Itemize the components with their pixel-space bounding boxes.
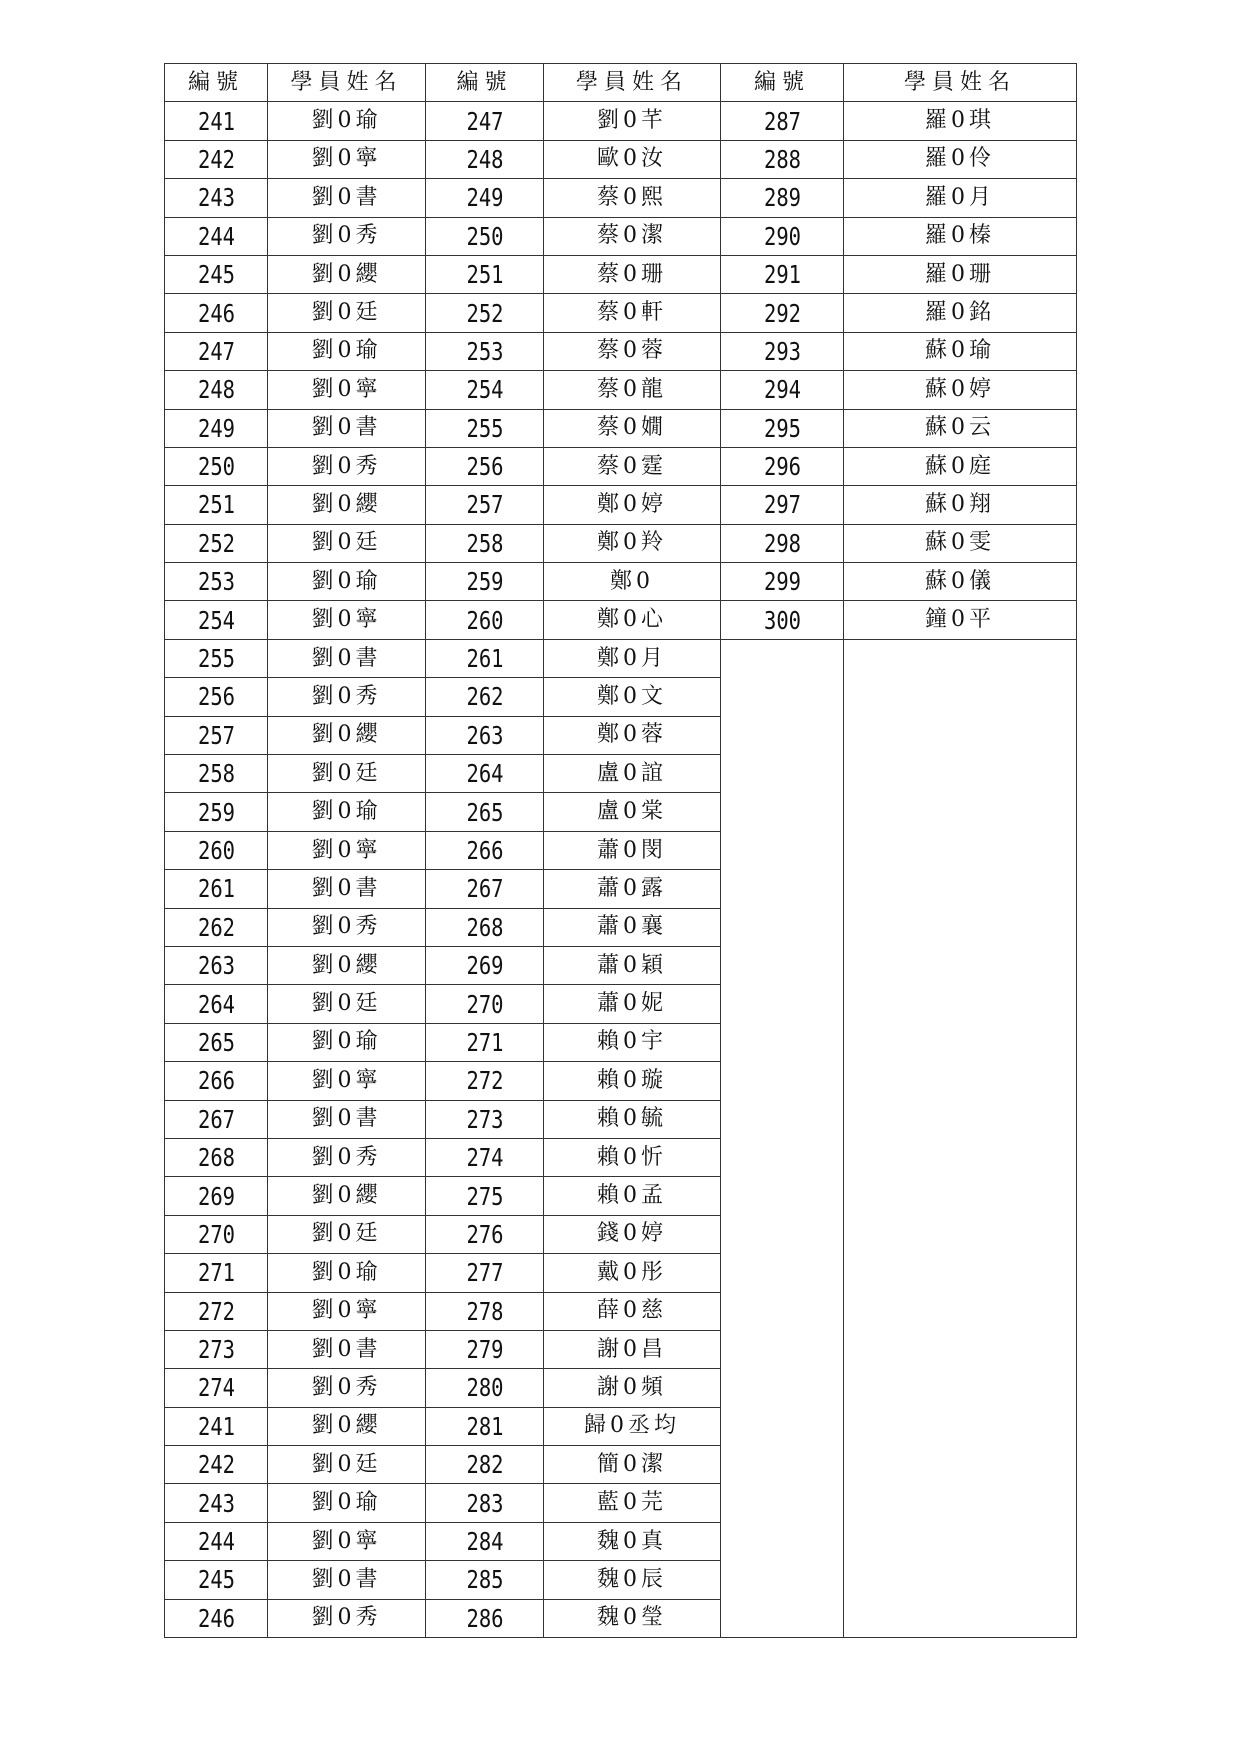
empty-cell xyxy=(844,1484,1077,1522)
table-row xyxy=(165,447,1077,485)
student-name-cell: 蔡0軒 xyxy=(544,294,721,332)
header-name-3: 學員姓名 xyxy=(844,64,1077,102)
student-name-cell: 蘇0庭 xyxy=(844,447,1077,485)
student-number-cell: 292 xyxy=(732,294,833,332)
student-name-cell: 蘇0婷 xyxy=(844,371,1077,409)
student-number-cell: 252 xyxy=(174,524,258,562)
student-name-cell: 蘇0雯 xyxy=(844,524,1077,562)
student-number-cell: 269 xyxy=(436,946,533,984)
student-number-cell: 256 xyxy=(436,447,533,485)
table-row xyxy=(165,946,1077,984)
student-number-cell: 251 xyxy=(174,486,258,524)
table-row xyxy=(165,1330,1077,1368)
student-number-cell: 260 xyxy=(436,601,533,639)
student-number-cell: 243 xyxy=(174,1484,258,1522)
student-name-cell: 劉0瑜 xyxy=(268,332,426,370)
student-number-cell: 255 xyxy=(174,639,258,677)
student-number-cell: 262 xyxy=(174,908,258,946)
empty-cell xyxy=(721,1446,844,1484)
student-name-cell: 鄭0羚 xyxy=(544,524,721,562)
header-row xyxy=(165,64,1077,102)
empty-cell xyxy=(844,946,1077,984)
student-name-cell: 鄭0月 xyxy=(544,639,721,677)
student-name-cell: 蘇0儀 xyxy=(844,563,1077,601)
table-row xyxy=(165,1599,1077,1637)
student-number-cell: 274 xyxy=(436,1138,533,1176)
table-row xyxy=(165,1369,1077,1407)
student-name-cell: 歸0丞均 xyxy=(544,1407,721,1445)
student-name-cell: 劉0寧 xyxy=(268,371,426,409)
table-row xyxy=(165,908,1077,946)
student-name-cell: 劉0纓 xyxy=(268,255,426,293)
student-number-cell: 298 xyxy=(732,524,833,562)
student-name-cell: 劉0書 xyxy=(268,409,426,447)
student-number-cell: 296 xyxy=(732,447,833,485)
header-number-3: 編號 xyxy=(721,64,844,102)
student-number-cell: 265 xyxy=(436,793,533,831)
student-name-cell: 劉0瑜 xyxy=(268,563,426,601)
empty-cell xyxy=(844,1407,1077,1445)
student-name-cell: 羅0琪 xyxy=(844,102,1077,140)
header-number-1: 編號 xyxy=(165,64,268,102)
student-number-cell: 280 xyxy=(436,1369,533,1407)
empty-cell xyxy=(844,1177,1077,1215)
student-name-cell: 謝0昌 xyxy=(544,1330,721,1368)
table-row xyxy=(165,1100,1077,1138)
student-number-cell: 291 xyxy=(732,255,833,293)
empty-cell xyxy=(844,678,1077,716)
student-number-cell: 247 xyxy=(436,102,533,140)
student-number-cell: 289 xyxy=(732,179,833,217)
table-row xyxy=(165,1177,1077,1215)
empty-cell xyxy=(721,1138,844,1176)
table-row xyxy=(165,1561,1077,1599)
student-number-cell: 272 xyxy=(436,1062,533,1100)
student-name-cell: 薛0慈 xyxy=(544,1292,721,1330)
student-number-cell: 260 xyxy=(174,831,258,869)
student-number-cell: 257 xyxy=(436,486,533,524)
student-number-cell: 266 xyxy=(174,1062,258,1100)
student-number-cell: 255 xyxy=(436,409,533,447)
table-row xyxy=(165,639,1077,677)
empty-cell xyxy=(721,985,844,1023)
student-number-cell: 254 xyxy=(436,371,533,409)
student-number-cell: 249 xyxy=(436,179,533,217)
empty-cell xyxy=(721,1023,844,1061)
empty-cell xyxy=(721,755,844,793)
student-number-cell: 277 xyxy=(436,1254,533,1292)
student-number-cell: 258 xyxy=(174,755,258,793)
student-number-cell: 274 xyxy=(174,1369,258,1407)
empty-cell xyxy=(721,1369,844,1407)
student-number-cell: 288 xyxy=(732,140,833,178)
empty-cell xyxy=(721,1254,844,1292)
empty-cell xyxy=(844,1100,1077,1138)
empty-cell xyxy=(844,1369,1077,1407)
student-number-cell: 286 xyxy=(436,1599,533,1637)
student-number-cell: 281 xyxy=(436,1407,533,1445)
student-name-cell: 劉0秀 xyxy=(268,678,426,716)
student-name-cell: 蕭0穎 xyxy=(544,946,721,984)
empty-cell xyxy=(844,1023,1077,1061)
empty-cell xyxy=(721,908,844,946)
student-number-cell: 273 xyxy=(174,1330,258,1368)
table-row xyxy=(165,1522,1077,1560)
student-number-cell: 268 xyxy=(174,1138,258,1176)
empty-cell xyxy=(721,1484,844,1522)
student-name-cell: 劉0秀 xyxy=(268,1138,426,1176)
student-name-cell: 賴0宇 xyxy=(544,1023,721,1061)
student-name-cell: 蘇0翔 xyxy=(844,486,1077,524)
table-body xyxy=(165,102,1077,1638)
student-number-cell: 266 xyxy=(436,831,533,869)
student-name-cell: 劉0纓 xyxy=(268,1407,426,1445)
empty-cell xyxy=(844,1522,1077,1560)
student-number-cell: 276 xyxy=(436,1215,533,1253)
student-name-cell: 劉0纓 xyxy=(268,1177,426,1215)
student-name-cell: 鄭0蓉 xyxy=(544,716,721,754)
table-row xyxy=(165,985,1077,1023)
student-number-cell: 242 xyxy=(174,140,258,178)
student-number-cell: 263 xyxy=(436,716,533,754)
student-name-cell: 藍0芫 xyxy=(544,1484,721,1522)
student-number-cell: 293 xyxy=(732,332,833,370)
student-name-cell: 劉0書 xyxy=(268,179,426,217)
table-row xyxy=(165,255,1077,293)
student-number-cell: 295 xyxy=(732,409,833,447)
student-number-cell: 251 xyxy=(436,255,533,293)
student-number-cell: 273 xyxy=(436,1100,533,1138)
student-name-cell: 蕭0襄 xyxy=(544,908,721,946)
student-name-cell: 劉0寧 xyxy=(268,1292,426,1330)
student-number-cell: 253 xyxy=(436,332,533,370)
student-number-cell: 259 xyxy=(174,793,258,831)
student-name-cell: 鄭0婷 xyxy=(544,486,721,524)
empty-cell xyxy=(844,639,1077,677)
student-name-cell: 劉0秀 xyxy=(268,1369,426,1407)
student-name-cell: 劉0書 xyxy=(268,870,426,908)
student-name-cell: 劉0瑜 xyxy=(268,1484,426,1522)
table-row xyxy=(165,332,1077,370)
student-name-cell: 劉0瑜 xyxy=(268,1254,426,1292)
student-name-cell: 劉0纓 xyxy=(268,716,426,754)
student-number-cell: 261 xyxy=(436,639,533,677)
student-number-cell: 241 xyxy=(174,102,258,140)
student-name-cell: 蔡0蓉 xyxy=(544,332,721,370)
student-name-cell: 劉0瑜 xyxy=(268,1023,426,1061)
student-number-cell: 242 xyxy=(174,1446,258,1484)
student-name-cell: 蔡0潔 xyxy=(544,217,721,255)
empty-cell xyxy=(844,755,1077,793)
student-name-cell: 賴0毓 xyxy=(544,1100,721,1138)
student-name-cell: 劉0書 xyxy=(268,1100,426,1138)
table-row xyxy=(165,140,1077,178)
empty-cell xyxy=(844,1330,1077,1368)
empty-cell xyxy=(721,831,844,869)
table-row xyxy=(165,1292,1077,1330)
student-number-cell: 245 xyxy=(174,1561,258,1599)
table-row xyxy=(165,524,1077,562)
empty-cell xyxy=(844,1215,1077,1253)
student-number-cell: 257 xyxy=(174,716,258,754)
student-number-cell: 241 xyxy=(174,1407,258,1445)
student-name-cell: 蕭0妮 xyxy=(544,985,721,1023)
student-name-cell: 賴0璇 xyxy=(544,1062,721,1100)
table-header xyxy=(165,64,1077,102)
student-roster-table xyxy=(164,63,1077,1638)
student-number-cell: 283 xyxy=(436,1484,533,1522)
student-name-cell: 劉0寧 xyxy=(268,601,426,639)
student-number-cell: 256 xyxy=(174,678,258,716)
student-number-cell: 278 xyxy=(436,1292,533,1330)
student-name-cell: 盧0棠 xyxy=(544,793,721,831)
student-number-cell: 284 xyxy=(436,1522,533,1560)
empty-cell xyxy=(721,1561,844,1599)
empty-cell xyxy=(721,793,844,831)
student-number-cell: 267 xyxy=(174,1100,258,1138)
student-name-cell: 賴0孟 xyxy=(544,1177,721,1215)
empty-cell xyxy=(844,908,1077,946)
student-name-cell: 劉0瑜 xyxy=(268,102,426,140)
student-number-cell: 244 xyxy=(174,217,258,255)
table-row xyxy=(165,102,1077,140)
student-number-cell: 268 xyxy=(436,908,533,946)
student-name-cell: 劉0瑜 xyxy=(268,793,426,831)
student-number-cell: 285 xyxy=(436,1561,533,1599)
student-name-cell: 盧0誼 xyxy=(544,755,721,793)
student-name-cell: 劉0芊 xyxy=(544,102,721,140)
student-number-cell: 279 xyxy=(436,1330,533,1368)
student-number-cell: 245 xyxy=(174,255,258,293)
student-name-cell: 劉0書 xyxy=(268,1330,426,1368)
student-name-cell: 蔡0嫺 xyxy=(544,409,721,447)
student-number-cell: 299 xyxy=(732,563,833,601)
student-number-cell: 271 xyxy=(436,1023,533,1061)
student-number-cell: 269 xyxy=(174,1177,258,1215)
empty-cell xyxy=(844,831,1077,869)
table-row xyxy=(165,1484,1077,1522)
student-name-cell: 劉0秀 xyxy=(268,447,426,485)
header-name-2: 學員姓名 xyxy=(544,64,721,102)
student-number-cell: 243 xyxy=(174,179,258,217)
student-number-cell: 244 xyxy=(174,1522,258,1560)
student-name-cell: 羅0伶 xyxy=(844,140,1077,178)
student-number-cell: 270 xyxy=(174,1215,258,1253)
student-name-cell: 劉0纓 xyxy=(268,946,426,984)
student-number-cell: 290 xyxy=(732,217,833,255)
student-name-cell: 劉0廷 xyxy=(268,1215,426,1253)
table-row xyxy=(165,1407,1077,1445)
table-row xyxy=(165,1138,1077,1176)
empty-cell xyxy=(844,1561,1077,1599)
table-row xyxy=(165,1254,1077,1292)
table-row xyxy=(165,601,1077,639)
student-name-cell: 蔡0珊 xyxy=(544,255,721,293)
student-name-cell: 劉0秀 xyxy=(268,908,426,946)
student-name-cell: 蔡0霆 xyxy=(544,447,721,485)
student-name-cell: 劉0廷 xyxy=(268,985,426,1023)
table-row xyxy=(165,831,1077,869)
student-name-cell: 鄭0心 xyxy=(544,601,721,639)
student-name-cell: 蔡0龍 xyxy=(544,371,721,409)
student-name-cell: 鄭0文 xyxy=(544,678,721,716)
student-number-cell: 263 xyxy=(174,946,258,984)
student-name-cell: 蘇0瑜 xyxy=(844,332,1077,370)
empty-cell xyxy=(721,870,844,908)
table-row xyxy=(165,793,1077,831)
student-name-cell: 劉0秀 xyxy=(268,217,426,255)
empty-cell xyxy=(721,1522,844,1560)
empty-cell xyxy=(844,1599,1077,1637)
student-number-cell: 275 xyxy=(436,1177,533,1215)
student-name-cell: 劉0寧 xyxy=(268,831,426,869)
student-number-cell: 259 xyxy=(436,563,533,601)
empty-cell xyxy=(844,793,1077,831)
student-name-cell: 錢0婷 xyxy=(544,1215,721,1253)
empty-cell xyxy=(844,1292,1077,1330)
table-row xyxy=(165,371,1077,409)
student-number-cell: 252 xyxy=(436,294,533,332)
empty-cell xyxy=(721,716,844,754)
student-name-cell: 蕭0露 xyxy=(544,870,721,908)
empty-cell xyxy=(721,639,844,677)
student-name-cell: 劉0廷 xyxy=(268,524,426,562)
empty-cell xyxy=(721,1215,844,1253)
empty-cell xyxy=(721,1407,844,1445)
table-row xyxy=(165,755,1077,793)
student-number-cell: 300 xyxy=(732,601,833,639)
empty-cell xyxy=(721,1292,844,1330)
table-row xyxy=(165,486,1077,524)
student-name-cell: 劉0寧 xyxy=(268,140,426,178)
student-number-cell: 246 xyxy=(174,294,258,332)
table-row xyxy=(165,1023,1077,1061)
student-name-cell: 歐0汝 xyxy=(544,140,721,178)
student-name-cell: 魏0辰 xyxy=(544,1561,721,1599)
table-row xyxy=(165,409,1077,447)
empty-cell xyxy=(844,1138,1077,1176)
empty-cell xyxy=(721,1330,844,1368)
student-name-cell: 戴0彤 xyxy=(544,1254,721,1292)
student-number-cell: 248 xyxy=(174,371,258,409)
table-row xyxy=(165,678,1077,716)
student-name-cell: 鐘0平 xyxy=(844,601,1077,639)
student-name-cell: 蘇0云 xyxy=(844,409,1077,447)
student-name-cell: 簡0潔 xyxy=(544,1446,721,1484)
student-number-cell: 264 xyxy=(174,985,258,1023)
student-number-cell: 250 xyxy=(174,447,258,485)
student-name-cell: 劉0纓 xyxy=(268,486,426,524)
student-name-cell: 羅0銘 xyxy=(844,294,1077,332)
table-row xyxy=(165,716,1077,754)
empty-cell xyxy=(721,946,844,984)
student-name-cell: 謝0頻 xyxy=(544,1369,721,1407)
empty-cell xyxy=(844,1446,1077,1484)
student-name-cell: 賴0忻 xyxy=(544,1138,721,1176)
empty-cell xyxy=(844,1062,1077,1100)
student-number-cell: 262 xyxy=(436,678,533,716)
student-number-cell: 246 xyxy=(174,1599,258,1637)
student-name-cell: 劉0廷 xyxy=(268,1446,426,1484)
table-row xyxy=(165,179,1077,217)
student-number-cell: 267 xyxy=(436,870,533,908)
student-number-cell: 249 xyxy=(174,409,258,447)
empty-cell xyxy=(721,1062,844,1100)
student-number-cell: 271 xyxy=(174,1254,258,1292)
student-name-cell: 魏0真 xyxy=(544,1522,721,1560)
empty-cell xyxy=(721,1177,844,1215)
student-name-cell: 劉0寧 xyxy=(268,1522,426,1560)
table-row xyxy=(165,1215,1077,1253)
student-name-cell: 劉0秀 xyxy=(268,1599,426,1637)
header-name-1: 學員姓名 xyxy=(268,64,426,102)
student-number-cell: 248 xyxy=(436,140,533,178)
student-number-cell: 258 xyxy=(436,524,533,562)
empty-cell xyxy=(721,1599,844,1637)
student-number-cell: 250 xyxy=(436,217,533,255)
header-number-2: 編號 xyxy=(426,64,544,102)
table-row xyxy=(165,217,1077,255)
student-number-cell: 287 xyxy=(732,102,833,140)
student-name-cell: 蕭0閔 xyxy=(544,831,721,869)
student-number-cell: 272 xyxy=(174,1292,258,1330)
student-name-cell: 羅0月 xyxy=(844,179,1077,217)
empty-cell xyxy=(844,985,1077,1023)
student-name-cell: 劉0廷 xyxy=(268,294,426,332)
student-name-cell: 劉0寧 xyxy=(268,1062,426,1100)
empty-cell xyxy=(721,1100,844,1138)
empty-cell xyxy=(721,678,844,716)
student-name-cell: 蔡0熙 xyxy=(544,179,721,217)
table-row xyxy=(165,1446,1077,1484)
table-row xyxy=(165,870,1077,908)
student-name-cell: 鄭0 xyxy=(544,563,721,601)
student-number-cell: 297 xyxy=(732,486,833,524)
empty-cell xyxy=(844,870,1077,908)
table-row xyxy=(165,563,1077,601)
student-name-cell: 羅0珊 xyxy=(844,255,1077,293)
student-name-cell: 羅0榛 xyxy=(844,217,1077,255)
empty-cell xyxy=(844,716,1077,754)
student-number-cell: 264 xyxy=(436,755,533,793)
student-name-cell: 劉0書 xyxy=(268,639,426,677)
student-number-cell: 294 xyxy=(732,371,833,409)
student-number-cell: 247 xyxy=(174,332,258,370)
student-name-cell: 魏0瑩 xyxy=(544,1599,721,1637)
student-number-cell: 253 xyxy=(174,563,258,601)
table-row xyxy=(165,1062,1077,1100)
student-name-cell: 劉0廷 xyxy=(268,755,426,793)
table-row xyxy=(165,294,1077,332)
student-number-cell: 265 xyxy=(174,1023,258,1061)
student-number-cell: 270 xyxy=(436,985,533,1023)
student-number-cell: 254 xyxy=(174,601,258,639)
empty-cell xyxy=(844,1254,1077,1292)
student-number-cell: 282 xyxy=(436,1446,533,1484)
student-name-cell: 劉0書 xyxy=(268,1561,426,1599)
student-number-cell: 261 xyxy=(174,870,258,908)
